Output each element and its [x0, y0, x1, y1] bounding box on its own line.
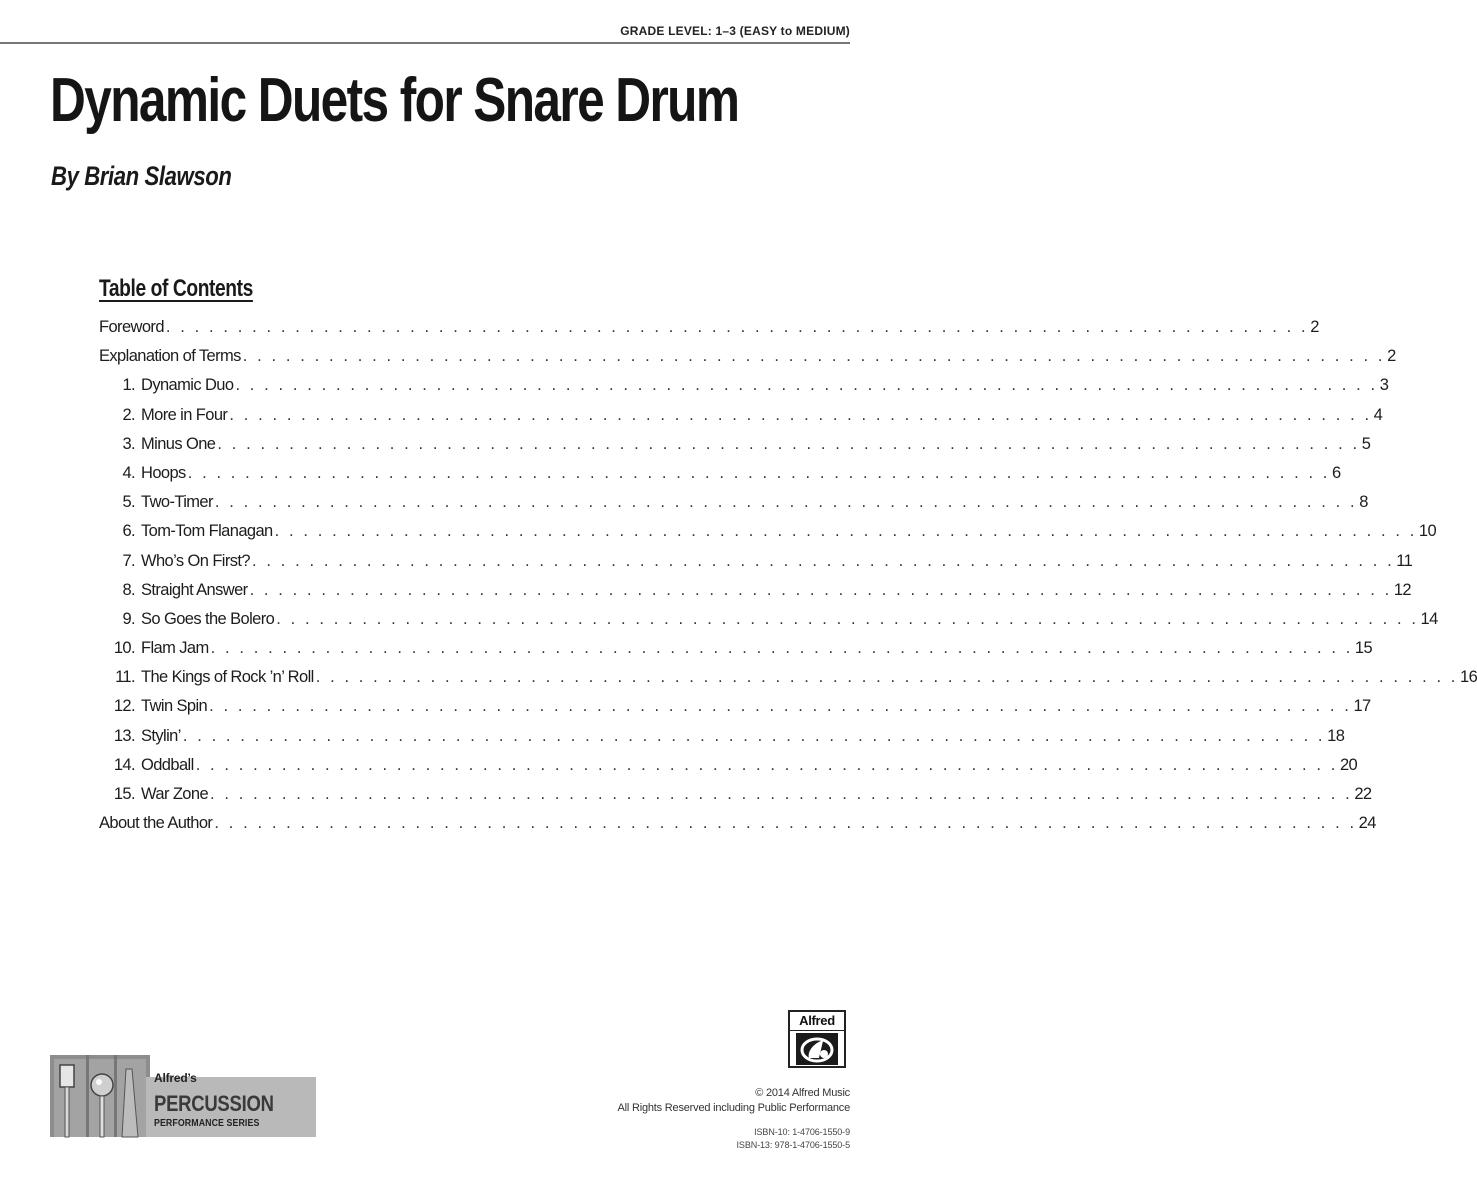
- toc-entry: [99, 522, 1437, 551]
- toc-entry: [99, 405, 1383, 435]
- toc-entry-label: Who’s On First?: [141, 551, 250, 570]
- grade-level: GRADE LEVEL: 1–3 (EASY to MEDIUM): [620, 24, 850, 38]
- toc-entry-page: 8: [1359, 493, 1368, 512]
- top-rule: [0, 42, 850, 44]
- toc-leader-dots: . . . . . . . . . . . . . . . . . . . . . . . . . . . . . . . . . . . . . . . . . . . . . . . . . . . . . . . . . . . . . . . . . . . . . . . . . . . . . . . .: [235, 376, 1378, 395]
- book-title: Dynamic Duets for Snare Drum: [50, 66, 739, 135]
- toc-entry-page: 17: [1353, 697, 1371, 716]
- toc-leader-dots: . . . . . . . . . . . . . . . . . . . . . . . . . . . . . . . . . . . . . . . . . . . . . . . . . . . . . . . . . . . . . . . . . . . . . . . . . . . . . . . .: [210, 785, 1353, 803]
- toc-entry-page: 16: [1460, 668, 1477, 687]
- toc-leader-dots: . . . . . . . . . . . . . . . . . . . . . . . . . . . . . . . . . . . . . . . . . . . . . . . . . . . . . . . . . . . . . . . . . . . . . . . . . . . . . . . .: [242, 347, 1386, 366]
- toc-entry-label: Oddball: [141, 755, 194, 774]
- toc-entry-number: 13.: [113, 726, 135, 745]
- toc-leader-dots: . . . . . . . . . . . . . . . . . . . . . . . . . . . . . . . . . . . . . . . . . . . . . . . . . . . . . . . . . . . . . . . . . . . . . . . . . . . . . . . .: [214, 493, 1358, 512]
- toc-entry-label: About the Author: [99, 814, 213, 833]
- toc-entry-page: 5: [1361, 434, 1371, 453]
- series-line3: PERFORMANCE SERIES: [154, 1117, 260, 1129]
- toc-entry-label: The Kings of Rock ’n’ Roll: [141, 668, 314, 687]
- toc-entry: [99, 318, 1319, 347]
- alfred-logo: [788, 1010, 846, 1068]
- toc-leader-dots: . . . . . . . . . . . . . . . . . . . . . . . . . . . . . . . . . . . . . . . . . . . . . . . . . . . . . . . . . . . . . . . . . . . . . . . . . . . . . . . .: [315, 668, 1458, 687]
- isbn-10: ISBN-10: 1-4706-1550-9: [754, 1127, 850, 1137]
- toc-entry-page: 6: [1332, 463, 1341, 482]
- toc-entry-label: Straight Answer: [141, 580, 248, 599]
- toc-entry: [99, 609, 1438, 639]
- series-logo: [50, 1055, 320, 1137]
- toc-entry-number: 4.: [122, 463, 135, 482]
- toc-entry: [99, 580, 1412, 610]
- toc-leader-dots: . . . . . . . . . . . . . . . . . . . . . . . . . . . . . . . . . . . . . . . . . . . . . . . . . . . . . . . . . . . . . . . . . . . . . . . . . . . . . . . .: [249, 580, 1392, 599]
- toc-leader-dots: . . . . . . . . . . . . . . . . . . . . . . . . . . . . . . . . . . . . . . . . . . . . . . . . . . . . . . . . . . . . . . . . . . . . . . . . . . . . . . . .: [214, 814, 1357, 833]
- toc-entry-number: 14.: [113, 755, 135, 774]
- toc-leader-dots: . . . . . . . . . . . . . . . . . . . . . . . . . . . . . . . . . . . . . . . . . . . . . . . . . . . . . . . . . . . . . . . . . . . . . . . . . . . . . . . .: [229, 405, 1372, 424]
- toc-leader-dots: . . . . . . . . . . . . . . . . . . . . . . . . . . . . . . . . . . . . . . . . . . . . . . . . . . . . . . . . . . . . . . . . . . . . . . . . . . . . . . . .: [187, 463, 1330, 482]
- toc-leader-dots: . . . . . . . . . . . . . . . . . . . . . . . . . . . . . . . . . . . . . . . . . . . . . . . . . . . . . . . . . . . . . . . . . . . . . . . . . . . . . . . .: [209, 697, 1352, 716]
- toc-entry-label: Stylin’: [141, 726, 181, 745]
- toc-entry-page: 10: [1418, 522, 1437, 541]
- toc-entry: [99, 376, 1389, 405]
- toc-entry-label: Twin Spin: [141, 697, 208, 716]
- copyright: © 2014 Alfred Music: [755, 1087, 850, 1099]
- toc-entry-page: 15: [1354, 639, 1373, 658]
- toc-entry-number: 15.: [113, 785, 135, 803]
- toc-entry-number: 11.: [115, 668, 135, 687]
- series-line2: PERCUSSION: [154, 1091, 274, 1116]
- toc-leader-dots: . . . . . . . . . . . . . . . . . . . . . . . . . . . . . . . . . . . . . . . . . . . . . . . . . . . . . . . . . . . . . . . . . . . . . . . . . . . . . . . .: [165, 318, 1309, 336]
- toc-entry-number: 12.: [113, 697, 135, 716]
- toc-entry-page: 22: [1354, 785, 1372, 803]
- toc-entry: [99, 551, 1413, 581]
- toc-leader-dots: . . . . . . . . . . . . . . . . . . . . . . . . . . . . . . . . . . . . . . . . . . . . . . . . . . . . . . . . . . . . . . . . . . . . . . . . . . . . . . . .: [274, 522, 1417, 541]
- toc-entry-label: Hoops: [141, 463, 186, 482]
- alfred-logo-text: Alfred: [790, 1012, 844, 1031]
- toc-entry: [99, 726, 1345, 756]
- toc-entry-number: 8.: [122, 580, 135, 599]
- toc-entry-page: 24: [1358, 814, 1376, 833]
- toc-entry-page: 12: [1393, 580, 1412, 599]
- toc-entry-page: 2: [1310, 318, 1319, 336]
- toc-entry-label: Foreword: [99, 318, 164, 336]
- toc-entry-label: Dynamic Duo: [141, 376, 234, 395]
- toc-entry-label: War Zone: [141, 785, 209, 803]
- toc-entry-number: 6.: [122, 522, 135, 541]
- toc-list: [99, 318, 1477, 843]
- legal-block: [617, 1086, 850, 1116]
- toc-entry: [99, 493, 1368, 522]
- toc-entry-number: 2.: [122, 405, 135, 424]
- toc-entry-label: More in Four: [141, 405, 228, 424]
- toc-entry: [99, 814, 1376, 843]
- isbn-13: ISBN-13: 978-1-4706-1550-5: [736, 1140, 850, 1150]
- toc-entry-label: Tom-Tom Flanagan: [141, 522, 273, 541]
- toc-entry-page: 20: [1339, 755, 1358, 774]
- toc-entry-number: 3.: [122, 434, 135, 453]
- toc-entry: [99, 639, 1373, 668]
- toc-entry-label: So Goes the Bolero: [141, 609, 275, 628]
- toc-leader-dots: . . . . . . . . . . . . . . . . . . . . . . . . . . . . . . . . . . . . . . . . . . . . . . . . . . . . . . . . . . . . . . . . . . . . . . . . . . . . . . . .: [210, 639, 1353, 658]
- toc-entry: [99, 463, 1341, 493]
- toc-leader-dots: . . . . . . . . . . . . . . . . . . . . . . . . . . . . . . . . . . . . . . . . . . . . . . . . . . . . . . . . . . . . . . . . . . . . . . . . . . . . . . . .: [251, 551, 1395, 570]
- toc-entry: [99, 668, 1477, 697]
- toc-entry-number: 10.: [113, 639, 135, 658]
- toc-entry-page: 11: [1396, 551, 1413, 570]
- toc-entry: [99, 755, 1358, 785]
- toc-entry: [99, 697, 1371, 726]
- toc-leader-dots: . . . . . . . . . . . . . . . . . . . . . . . . . . . . . . . . . . . . . . . . . . . . . . . . . . . . . . . . . . . . . . . . . . . . . . . . . . . . . . . .: [182, 726, 1326, 745]
- toc-entry: [99, 347, 1396, 376]
- toc-entry: [99, 785, 1372, 814]
- toc-entry: [99, 434, 1371, 464]
- series-line1: Alfred’s: [154, 1071, 197, 1085]
- toc-entry-number: 5.: [122, 493, 135, 512]
- toc-entry-label: Minus One: [141, 434, 216, 453]
- toc-entry-page: 3: [1379, 376, 1389, 395]
- toc-entry-label: Explanation of Terms: [99, 347, 241, 366]
- music-note-logo-icon: [795, 1032, 839, 1066]
- rights: All Rights Reserved including Public Performance: [617, 1102, 850, 1114]
- toc-leader-dots: . . . . . . . . . . . . . . . . . . . . . . . . . . . . . . . . . . . . . . . . . . . . . . . . . . . . . . . . . . . . . . . . . . . . . . . . . . . . . . . .: [195, 755, 1338, 774]
- percussion-mallets-icon: [50, 1055, 150, 1137]
- toc-leader-dots: . . . . . . . . . . . . . . . . . . . . . . . . . . . . . . . . . . . . . . . . . . . . . . . . . . . . . . . . . . . . . . . . . . . . . . . . . . . . . . . .: [217, 434, 1360, 453]
- toc-entry-label: Two-Timer: [141, 493, 213, 512]
- toc-entry-number: 1.: [122, 376, 135, 395]
- toc-entry-number: 7.: [122, 551, 135, 570]
- toc-entry-page: 18: [1327, 726, 1345, 745]
- isbn-block: [737, 1126, 850, 1152]
- toc-entry-label: Flam Jam: [141, 639, 209, 658]
- byline: By Brian Slawson: [51, 161, 232, 191]
- toc-entry-number: 9.: [122, 609, 135, 628]
- toc-heading: Table of Contents: [99, 275, 253, 302]
- toc-entry-page: 4: [1373, 405, 1383, 424]
- toc-entry-page: 14: [1420, 609, 1438, 628]
- toc-entry-page: 2: [1387, 347, 1396, 366]
- toc-leader-dots: . . . . . . . . . . . . . . . . . . . . . . . . . . . . . . . . . . . . . . . . . . . . . . . . . . . . . . . . . . . . . . . . . . . . . . . . . . . . . . . .: [276, 609, 1419, 628]
